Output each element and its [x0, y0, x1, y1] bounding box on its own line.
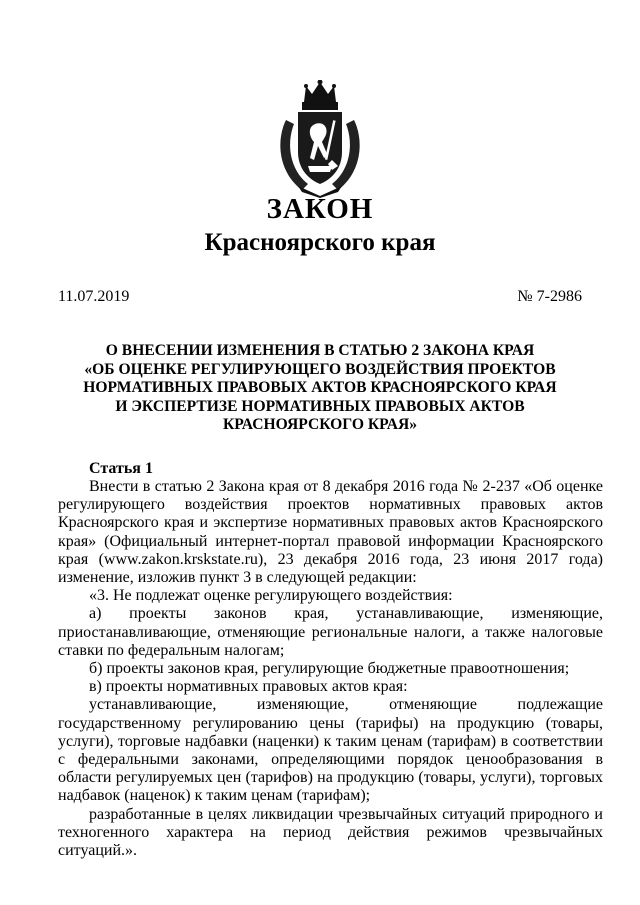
title-line: НОРМАТИВНЫХ ПРАВОВЫХ АКТОВ КРАСНОЯРСКОГО КРАЯ	[83, 379, 557, 396]
coat-of-arms-icon	[272, 80, 368, 198]
paragraph: «3. Не подлежат оценке регулирующего воздействия:	[89, 587, 453, 605]
paragraph: а) проекты законов края, устанавливающие, изменяющие, приостанавливающие, отменяющие региональные налоги, а также налоговые ставки по федеральным налогам;	[58, 605, 603, 659]
title-line: «ОБ ОЦЕНКЕ РЕГУЛИРУЮЩЕГО ВОЗДЕЙСТВИЯ ПРОЕКТОВ	[84, 360, 556, 378]
document-number: № 7-2986	[517, 288, 582, 305]
paragraph: разработанные в целях ликвидации чрезвычайных ситуаций природного и техногенного характера на период действия режимов чрезвычайных ситуаций.».	[58, 805, 603, 860]
title-line: И ЭКСПЕРТИЗЕ НОРМАТИВНЫХ ПРАВОВЫХ АКТОВ	[115, 397, 525, 415]
document-title	[60, 342, 580, 435]
paragraph: Внести в статью 2 Закона края от 8 декабря 2016 года № 2-237 «Об оценке регулирующего воздействия проектов нормативных правовых актов Красноярского края и экспертизе нормативных правовых актов Красноярского края» (Официальный интернет-портал правовой информации Красноярского края (www.zakon.krskstate.ru), 23 декабря 2016 года, 23 июня 2017 года) изменение, изложив пункт 3 в следующей редакции:	[58, 478, 603, 587]
paragraph: в) проекты нормативных правовых актов края:	[89, 678, 408, 696]
document-date: 11.07.2019	[58, 288, 130, 305]
document-type: ЗАКОН	[266, 193, 374, 225]
title-line: О ВНЕСЕНИИ ИЗМЕНЕНИЯ В СТАТЬЮ 2 ЗАКОНА КРАЯ	[105, 342, 535, 359]
paragraph: б) проекты законов края, регулирующие бюджетные правоотношения;	[89, 660, 570, 678]
document-region: Красноярского края	[204, 229, 436, 256]
title-line: КРАСНОЯРСКОГО КРАЯ»	[222, 416, 418, 433]
paragraph: устанавливающие, изменяющие, отменяющие подлежащие государственному регулированию цены (тарифы) на продукцию (товары, услуги), торговые надбавки (наценки) к таким ценам (тарифам) в соответствии с федеральными законами, определяющими порядок ценообразования в области регулируемых цен (тарифов) на продукцию (товары, услуги), торговых надбавок (наценок) к таким ценам (тарифам);	[58, 696, 603, 805]
article-body	[58, 478, 603, 860]
article-heading: Статья 1	[89, 460, 153, 477]
